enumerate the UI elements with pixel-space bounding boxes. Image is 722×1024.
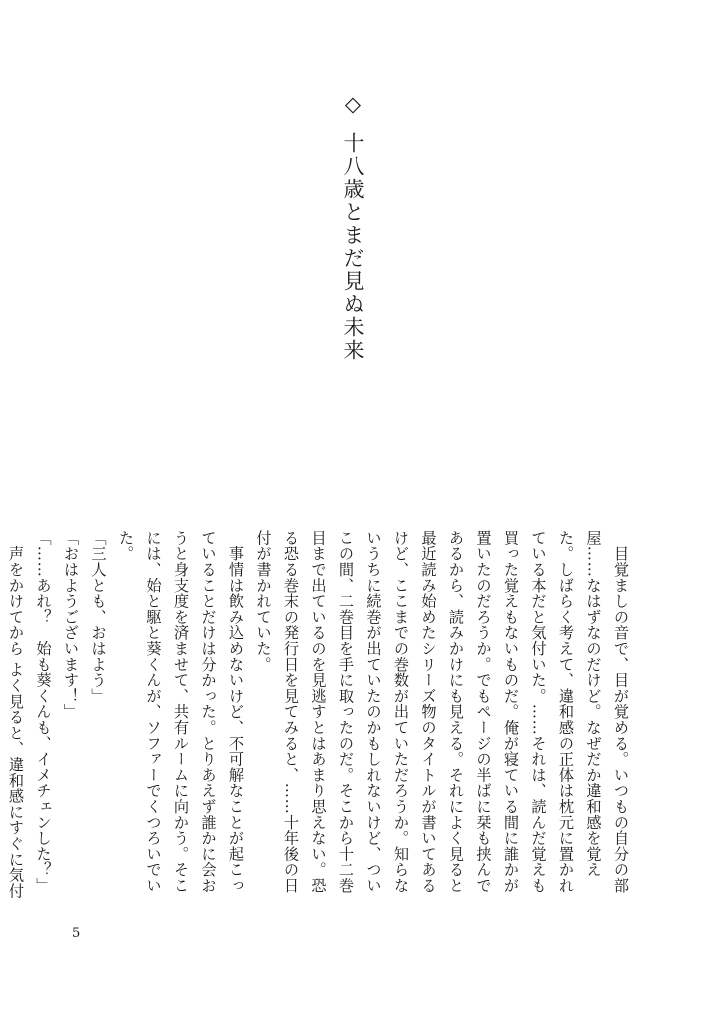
- page-number: 5: [72, 926, 81, 941]
- dialogue-3: 「……あれ？ 始も葵くんも、イメチェンした？」: [34, 530, 53, 894]
- dialogue-2: 「おはようございます！」: [62, 530, 80, 720]
- paragraph-3: 声をかけてから よく見ると、違和感にすぐに気付: [7, 545, 25, 899]
- diamond-mark-icon: ◇: [341, 92, 365, 118]
- paragraph-1: 目覚ましの音で、目が覚める。いつもの自分の部屋……なはずなのだけど。なぜだか違和感を覚えた。しばらく考えて、違和感の正体は枕元に置かれている本だと気付いた。……それは、読んだ覚えも買った覚えもないものだ。俺が寝ている間に誰かが置いたのだろうか。でもページの半ばに栞も挟んであるから、読みかけにも見える。それによく見ると最近読み始めたシリーズ物のタイトルが書いてあるけど、ここまでの巻数が出ていただろうか。知らないうちに続巻が出ていたのかもしれないけど、ついこの間、二巻目を手に取ったのだ。そこから十二巻目まで出ているのを見逃すとはあまり思えない。恐る恐る巻末の発行日を見てみると、……十年後の日付が書かれていた。: [254, 530, 630, 894]
- chapter-title: [338, 92, 368, 362]
- body-text: [0, 530, 634, 902]
- chapter-title-text: 十八歳とまだ見ぬ未来: [341, 132, 365, 362]
- paragraph-2: 事情は飲み込めないけど、不可解なことが起こっていることだけは分かった。とりあえず誰かに会おうと身支度を済ませて、共有ルームに向かう。そこには、始と駆と葵くんが、ソファーでくつろいでいた。: [117, 530, 245, 894]
- dialogue-1: 「三人とも、おはよう」: [89, 530, 108, 704]
